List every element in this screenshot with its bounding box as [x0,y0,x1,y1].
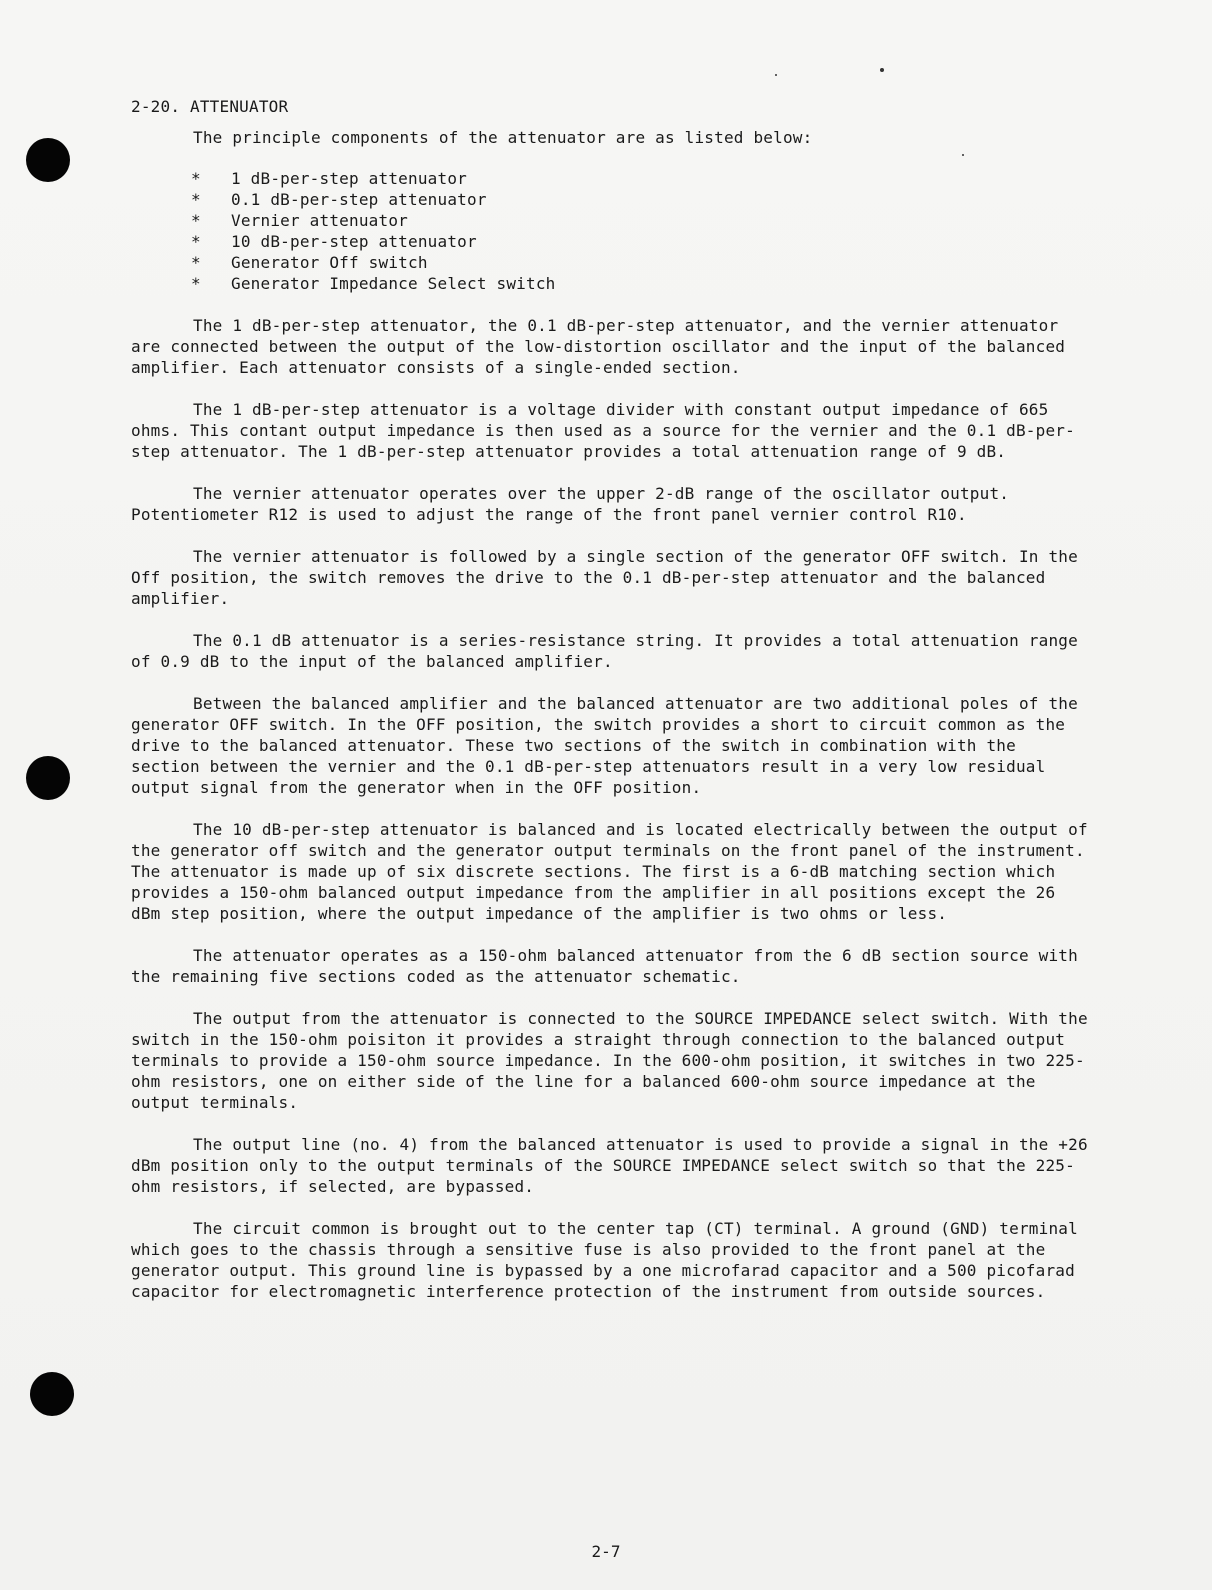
list-item [191,210,1091,231]
list-item [191,189,1091,210]
body-paragraph: The circuit common is brought out to the center tap (CT) terminal. A ground (GND) terminal which goes to the chassis through a sensitive fuse is also provided to the front panel at the generator output. This ground line is bypassed by a one microfarad capacitor and a 500 picofarad capacitor for electromagnetic interference protection of the instrument from outside sources. [131,1219,1078,1301]
body-paragraph: The vernier attenuator operates over the upper 2-dB range of the oscillator output. Potentiometer R12 is used to adjust the range of the front panel vernier control R10. [131,484,1010,524]
section-heading: 2-20. ATTENUATOR [131,97,289,116]
list-item [191,252,1091,273]
punch-hole-middle [26,756,70,800]
bullet-icon: * [191,190,201,209]
page-number: 2-7 [591,1542,621,1561]
body-paragraph: The 0.1 dB attenuator is a series-resistance string. It provides a total attenuation range of 0.9 dB to the input of the balanced amplifier. [131,631,1078,671]
list-item [191,231,1091,252]
body-paragraph: The 1 dB-per-step attenuator is a voltage divider with constant output impedance of 665 ohms. This contant output impedance is then used as a source for the vernier and the 0.1 dB-per-step attenuator. The 1 dB-per-step attenuator provides a total attenuation range of 9 dB. [131,400,1075,461]
body-paragraph: The 10 dB-per-step attenuator is balanced and is located electrically between the output of the generator off switch and the generator output terminals on the front panel of the instrument. The attenuator is made up of six discrete sections. The first is a 6-dB matching section which provides a 150-ohm balanced output impedance from the amplifier in all positions except the 26 dBm step position, where the output impedance of the amplifier is two ohms or less. [131,820,1088,923]
list-item-text: Generator Impedance Select switch [231,274,556,293]
bullet-icon: * [191,232,201,251]
list-item-text: 10 dB-per-step attenuator [231,232,477,251]
body-paragraph: The vernier attenuator is followed by a single section of the generator OFF switch. In the Off position, the switch removes the drive to the 0.1 dB-per-step attenuator and the balanced amplifier. [131,547,1078,608]
body-paragraph: The output line (no. 4) from the balanced attenuator is used to provide a signal in the +26 dBm position only to the output terminals of the SOURCE IMPEDANCE select switch so that the 225-ohm resistors, if selected, are bypassed. [131,1135,1088,1196]
body-paragraph: The 1 dB-per-step attenuator, the 0.1 dB-per-step attenuator, and the vernier attenuator are connected between the output of the low-distortion oscillator and the input of the balanced amplifier. Each attenuator consists of a single-ended section. [131,316,1066,377]
list-item [191,273,1091,294]
bullet-icon: * [191,211,201,230]
body-paragraph: The output from the attenuator is connected to the SOURCE IMPEDANCE select switch. With the switch in the 150-ohm poisiton it provides a straight through connection to the balanced output terminals to provide a 150-ohm source impedance. In the 600-ohm position, it switches in two 225-ohm resistors, one on either side of the line for a balanced 600-ohm source impedance at the output terminals. [131,1009,1088,1112]
list-item-text: Generator Off switch [231,253,428,272]
document-body [131,96,1091,1323]
list-item-text: Vernier attenuator [231,211,408,230]
list-item-text: 0.1 dB-per-step attenuator [231,190,487,209]
punch-hole-bottom [30,1372,74,1416]
punch-hole-top [26,138,70,182]
bullet-icon: * [191,253,201,272]
scan-speck [880,68,884,72]
bullet-icon: * [191,169,201,188]
intro-paragraph: The principle components of the attenuator are as listed below: [193,128,813,147]
bullet-icon: * [191,274,201,293]
body-paragraph: The attenuator operates as a 150-ohm balanced attenuator from the 6 dB section source with the remaining five sections coded as the attenuator schematic. [131,946,1078,986]
list-item [191,168,1091,189]
scan-speck [775,74,777,76]
list-item-text: 1 dB-per-step attenuator [231,169,467,188]
component-list [191,168,1091,294]
body-paragraph: Between the balanced amplifier and the balanced attenuator are two additional poles of the generator OFF switch. In the OFF position, the switch provides a short to circuit common as the drive to the balanced attenuator. These two sections of the switch in combination with the section between the vernier and the 0.1 dB-per-step attenuators result in a very low residual output signal from the generator when in the OFF position. [131,694,1078,797]
